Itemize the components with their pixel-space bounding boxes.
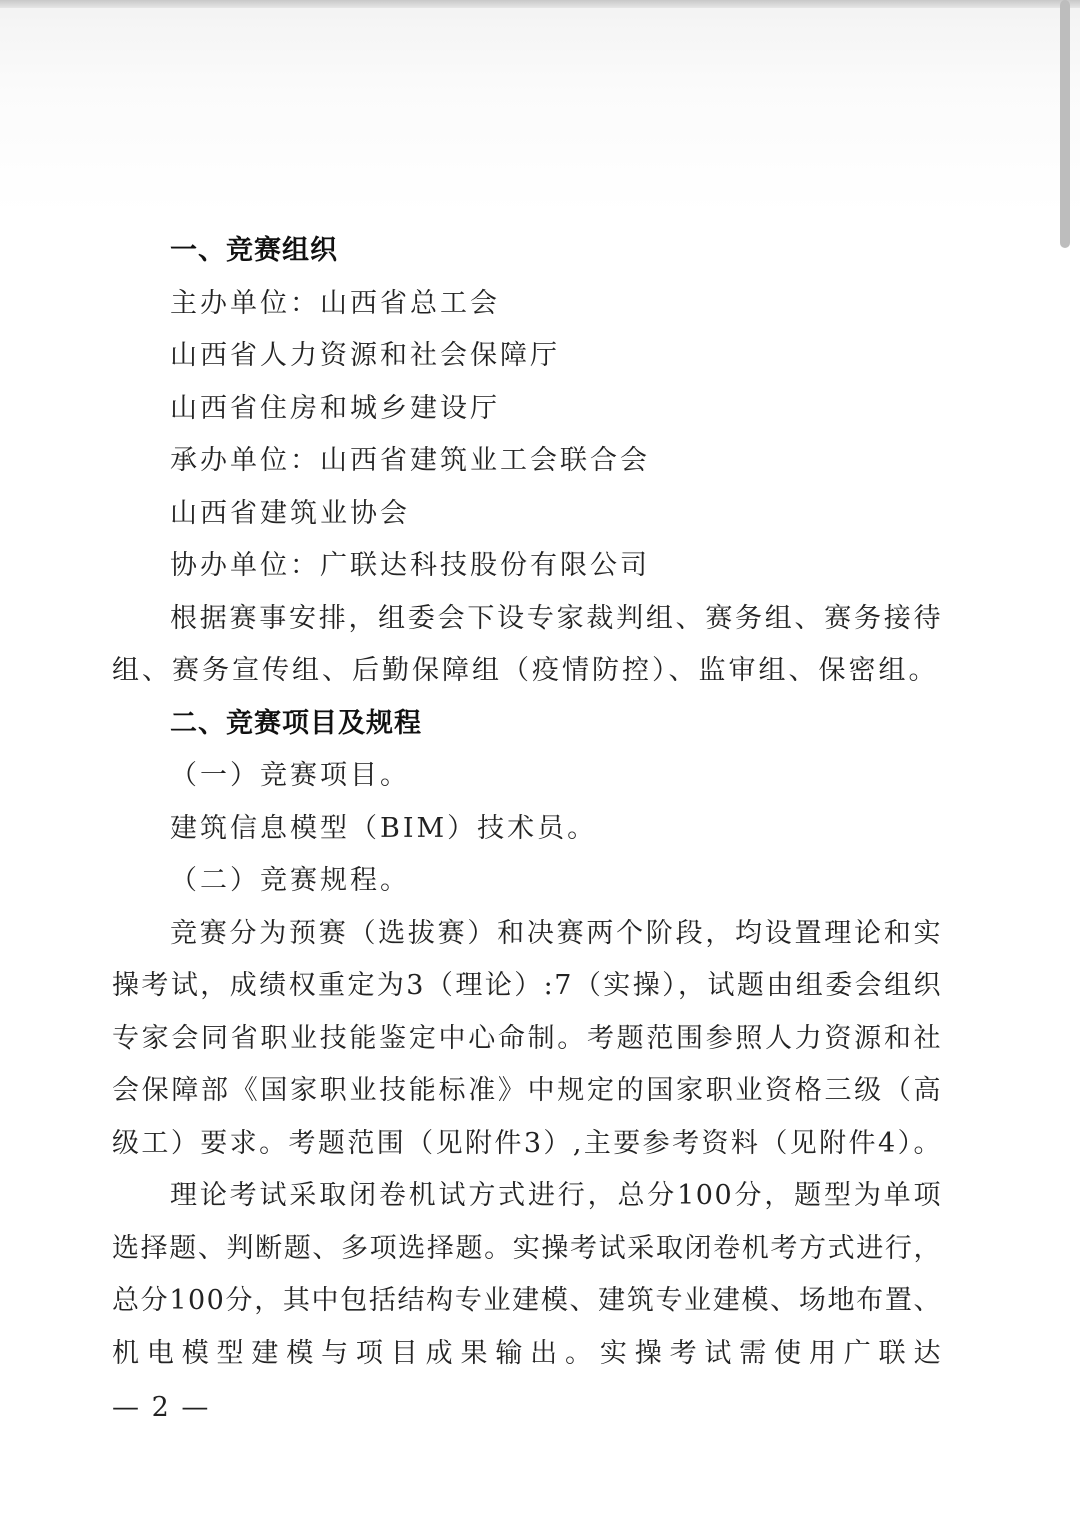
- paragraph-line: 协办单位：广联达科技股份有限公司: [170, 550, 650, 581]
- document-body: [112, 225, 942, 1380]
- paragraph-line: 山西省人力资源和社会保障厅: [170, 340, 560, 371]
- paragraph-line: 机电模型建模与项目成果输出。实操考试需使用广联达: [112, 1337, 942, 1369]
- page-number: — 2 —: [112, 1392, 211, 1423]
- paragraph-line: 建筑信息模型（BIM）技术员。: [170, 812, 598, 844]
- section-heading: 一、竞赛组织: [170, 235, 338, 266]
- paragraph-line: 操考试，成绩权重定为3（理论）:7（实操），试题由组委会组织: [112, 970, 942, 1001]
- paragraph-line: 专家会同省职业技能鉴定中心命制。考题范围参照人力资源和社: [112, 1022, 942, 1054]
- paragraph-line: 选择题、判断题、多项选择题。实操考试采取闭卷机考方式进行，: [112, 1232, 942, 1264]
- paragraph-line: 组、赛务宣传组、后勤保障组（疫情防控）、监审组、保密组。: [112, 655, 939, 686]
- paragraph-line: 主办单位：山西省总工会: [170, 287, 500, 319]
- subsection-heading: （一）竞赛项目。: [170, 760, 410, 791]
- paragraph-line: 竞赛分为预赛（选拔赛）和决赛两个阶段，均设置理论和实: [170, 917, 942, 949]
- vertical-scrollbar[interactable]: [1060, 0, 1070, 248]
- paragraph-line: 承办单位：山西省建筑业工会联合会: [170, 445, 650, 476]
- section-heading: 二、竞赛项目及规程: [170, 707, 422, 739]
- paragraph-line: 级工）要求。考题范围（见附件3）,主要参考资料（见附件4）。: [112, 1127, 942, 1159]
- paragraph-line: 根据赛事安排，组委会下设专家裁判组、赛务组、赛务接待: [170, 602, 942, 634]
- paragraph-line: 会保障部《国家职业技能标准》中规定的国家职业资格三级（高: [112, 1075, 942, 1106]
- page-top-edge: [0, 0, 1080, 8]
- paragraph-line: 理论考试采取闭卷机试方式进行，总分100分，题型为单项: [170, 1180, 942, 1211]
- subsection-heading: （二）竞赛规程。: [170, 865, 410, 896]
- paragraph-line: 山西省住房和城乡建设厅: [170, 392, 500, 424]
- paragraph-line: 总分100分，其中包括结构专业建模、建筑专业建模、场地布置、: [112, 1285, 942, 1316]
- paragraph-line: 山西省建筑业协会: [170, 497, 410, 529]
